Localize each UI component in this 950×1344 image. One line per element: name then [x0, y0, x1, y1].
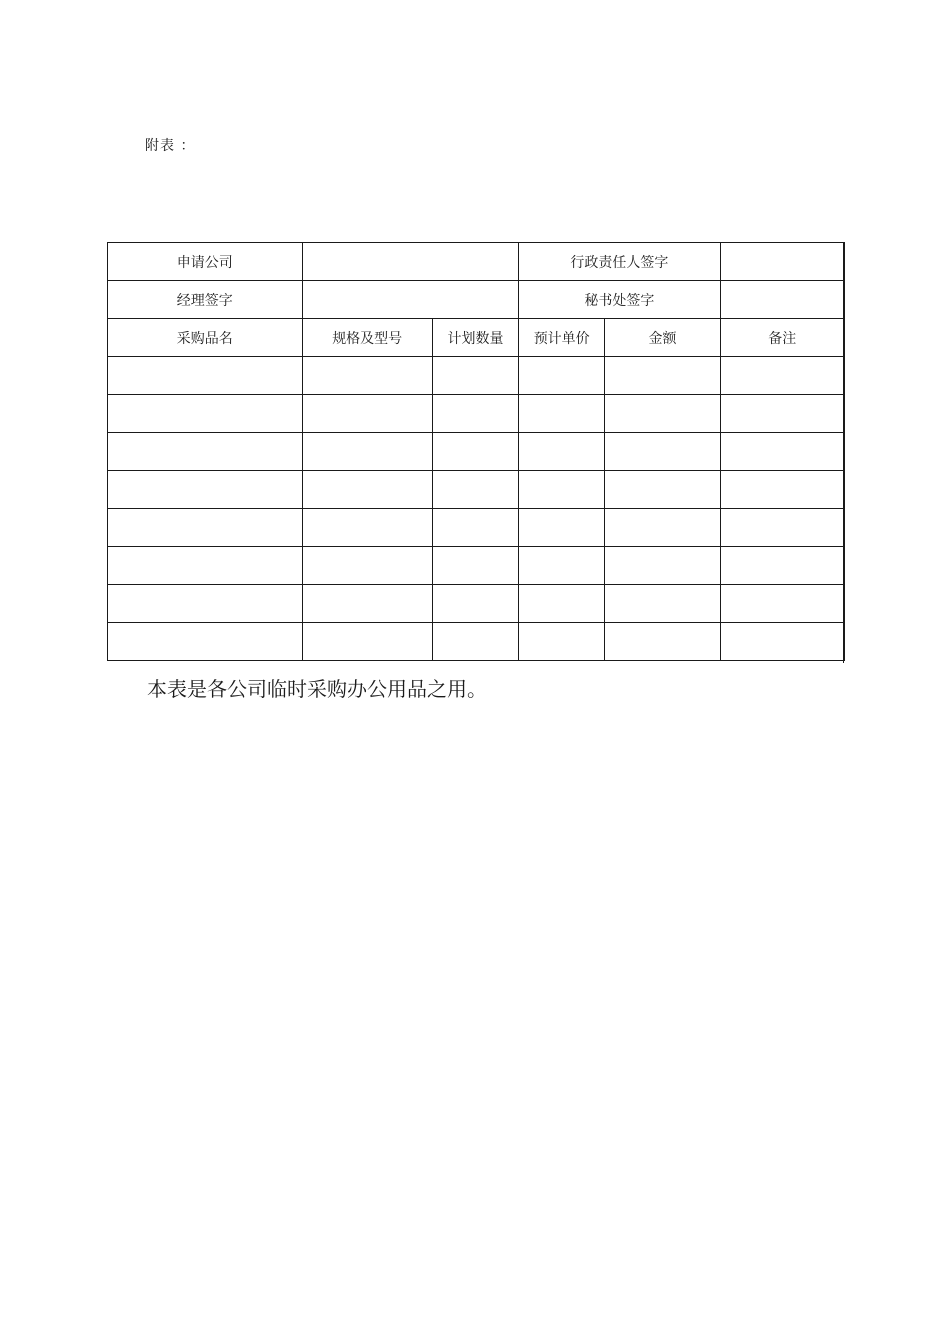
spec-cell[interactable]: [302, 471, 432, 509]
quantity-cell[interactable]: [432, 547, 518, 585]
unit-price-cell[interactable]: [519, 357, 605, 395]
table-row: [108, 509, 845, 547]
table-row: [108, 471, 845, 509]
manager-signature-label: 经理签字: [108, 281, 303, 319]
amount-cell[interactable]: [605, 585, 720, 623]
spec-cell[interactable]: [302, 509, 432, 547]
item-name-cell[interactable]: [108, 623, 303, 661]
amount-cell[interactable]: [605, 509, 720, 547]
item-name-cell[interactable]: [108, 509, 303, 547]
quantity-cell[interactable]: [432, 433, 518, 471]
manager-signature-field[interactable]: [302, 281, 519, 319]
admin-signature-field[interactable]: [720, 243, 844, 281]
remarks-cell[interactable]: [720, 623, 844, 661]
applicant-company-field[interactable]: [302, 243, 519, 281]
table-right-rule: [843, 242, 844, 663]
quantity-cell[interactable]: [432, 471, 518, 509]
item-name-cell[interactable]: [108, 471, 303, 509]
item-name-cell[interactable]: [108, 433, 303, 471]
remarks-cell[interactable]: [720, 433, 844, 471]
column-header-spec: 规格及型号: [302, 319, 432, 357]
spec-cell[interactable]: [302, 585, 432, 623]
purchase-request-table: [107, 242, 845, 661]
quantity-cell[interactable]: [432, 357, 518, 395]
item-name-cell[interactable]: [108, 395, 303, 433]
header-row-company: [108, 243, 845, 281]
amount-cell[interactable]: [605, 623, 720, 661]
admin-signature-label: 行政责任人签字: [519, 243, 721, 281]
column-header-amount: 金额: [605, 319, 720, 357]
spec-cell[interactable]: [302, 623, 432, 661]
spec-cell[interactable]: [302, 395, 432, 433]
unit-price-cell[interactable]: [519, 395, 605, 433]
spec-cell[interactable]: [302, 433, 432, 471]
item-name-cell[interactable]: [108, 585, 303, 623]
column-header-unit-price: 预计单价: [519, 319, 605, 357]
footer-note: 本表是各公司临时采购办公用品之用。: [147, 677, 487, 701]
table-row: [108, 547, 845, 585]
unit-price-cell[interactable]: [519, 433, 605, 471]
column-header-item-name: 采购品名: [108, 319, 303, 357]
amount-cell[interactable]: [605, 357, 720, 395]
table-row: [108, 357, 845, 395]
table-row: [108, 585, 845, 623]
remarks-cell[interactable]: [720, 471, 844, 509]
amount-cell[interactable]: [605, 547, 720, 585]
remarks-cell[interactable]: [720, 585, 844, 623]
remarks-cell[interactable]: [720, 357, 844, 395]
quantity-cell[interactable]: [432, 623, 518, 661]
unit-price-cell[interactable]: [519, 471, 605, 509]
annex-label: 附表 ：: [145, 138, 196, 154]
spec-cell[interactable]: [302, 547, 432, 585]
table-row: [108, 395, 845, 433]
table-row: [108, 433, 845, 471]
secretariat-signature-field[interactable]: [720, 281, 844, 319]
amount-cell[interactable]: [605, 433, 720, 471]
spec-cell[interactable]: [302, 357, 432, 395]
table-row: [108, 623, 845, 661]
remarks-cell[interactable]: [720, 395, 844, 433]
amount-cell[interactable]: [605, 471, 720, 509]
item-name-cell[interactable]: [108, 357, 303, 395]
header-row-manager: [108, 281, 845, 319]
applicant-company-label: 申请公司: [108, 243, 303, 281]
column-header-quantity: 计划数量: [432, 319, 518, 357]
item-name-cell[interactable]: [108, 547, 303, 585]
column-header-remarks: 备注: [720, 319, 844, 357]
remarks-cell[interactable]: [720, 509, 844, 547]
quantity-cell[interactable]: [432, 395, 518, 433]
unit-price-cell[interactable]: [519, 623, 605, 661]
quantity-cell[interactable]: [432, 585, 518, 623]
quantity-cell[interactable]: [432, 509, 518, 547]
unit-price-cell[interactable]: [519, 509, 605, 547]
unit-price-cell[interactable]: [519, 547, 605, 585]
secretariat-signature-label: 秘书处签字: [519, 281, 721, 319]
amount-cell[interactable]: [605, 395, 720, 433]
blank-rows: [108, 357, 845, 661]
column-header-row: [108, 319, 845, 357]
unit-price-cell[interactable]: [519, 585, 605, 623]
remarks-cell[interactable]: [720, 547, 844, 585]
